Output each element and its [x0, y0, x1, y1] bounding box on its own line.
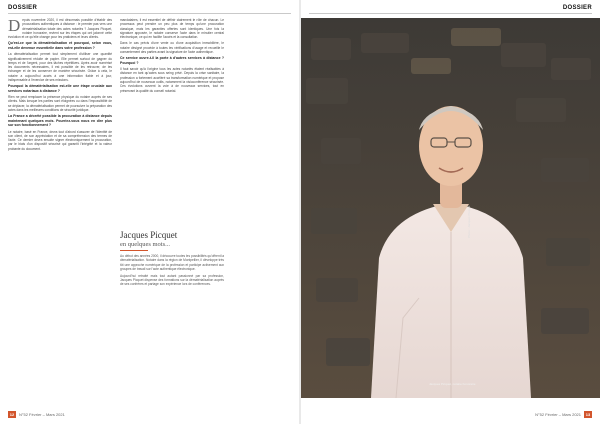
right-page: [301, 0, 600, 424]
question-4: Ce service ouvre-t-il la porte à d'autres services à distance ? Pourquoi ?: [120, 56, 224, 65]
bio-name: Jacques Picquet: [120, 230, 178, 240]
accent-rule: [120, 250, 148, 251]
page-footer: [8, 411, 65, 418]
issue-label: N°52 Février – Mars 2021: [19, 412, 65, 417]
answer-3-end: Dans le cas précis d'une vente ou d'une acquisition immobilière, le notaire désigné procède à toutes les vérifications d'usage et recueille le consentement des parties avant la signature de l'acte authentique.: [120, 41, 224, 55]
rubric-divider: [309, 13, 592, 14]
bio-paragraph-2: Aujourd'hui retraité mais tout autant passionné par sa profession, Jacques Picquet dispense des formations sur la dématérialisation auprès de ses confrères et partage son expérience lors de conférences.: [120, 273, 224, 287]
question-2: Pourquoi la dématérialisation est-elle une étape cruciale aux services notariaux à distance ?: [8, 84, 112, 93]
answer-3: Le notaire, basé en France, devra tout d'abord s'assurer de l'identité de son client, de son appréciation et de sa compréhension des termes de l'acte. Ce dernier devra ensuite signer électroniquement la procuration, par le biais d'un dispositif sécurisé qui garantit l'intégrité et la valeur probante du document.: [8, 129, 112, 151]
answer-4: Il faut savoir qu'à l'origine tous les actes notariés étaient réalisables à distance en tant qu'actes sous seing privé. Depuis la crise sanitaire, la profession a fortement accéléré sa transformation numérique et propose aujourd'hui de nouveaux outils, notamment la visioconférence sécurisée. Ces évolutions ouvrent la voie à de nouveaux services, tout en préservant la qualité du conseil notarial.: [120, 67, 224, 93]
question-3: La France a décrété possible la procuration à distance depuis maintenant quelques mois. Pourriez-vous nous en dire plus sur son fonctionnement ?: [8, 114, 112, 128]
section-rubric: DOSSIER: [562, 5, 592, 11]
answer-1: La dématérialisation permet tout simplement d'utiliser une quantité significativement réduite de papier. Elle permet surtout de gagner du temps et de l'argent, pour des tâches répétitives. Après avoir numérisé les documents nécessaires, il est possible de les retrouver, de les échanger et de les conserver de manière sécurisée. Grâce à cela, le notaire a aujourd'hui accès à une information fiable et à jour, indispensable à l'exercice de ses missions.: [8, 52, 112, 83]
photo-caption: Jacques Picquet, notaire honoraire: [429, 382, 476, 386]
page-footer: [535, 411, 592, 418]
article-column-2: [120, 18, 224, 95]
question-1: Qu'est-ce que la dématérialisation et pourquoi, selon vous, est-elle devenue essentielle dans votre profession ?: [8, 41, 112, 50]
drop-cap: D: [8, 16, 21, 35]
answer-2: Rien ne peut remplacer la présence physique du notaire auprès de ses clients. Mais lorsque les parties sont éloignées ou dans l'impossibilité de se déplacer, la dématérialisation permet de poursuivre la préparation des actes dans les meilleures conditions de sécurité juridique.: [8, 95, 112, 113]
bio-paragraph-1: Au début des années 2000, il découvre toutes les possibilités qu'offrent la dématérialisation. Notaire dans la région de Montpellier, il développe très tôt une approche numérique de la profession et participe activement aux groupes de travail sur l'acte authentique électronique.: [120, 254, 224, 272]
portrait-photo: [301, 18, 600, 398]
left-page: [0, 0, 299, 424]
page-number: 12: [9, 412, 15, 417]
article-column-1: [8, 18, 112, 153]
rubric-divider: [8, 13, 291, 14]
portrait-illustration: [301, 18, 600, 398]
section-rubric: DOSSIER: [8, 5, 38, 11]
page-number: 13: [585, 412, 591, 417]
photo-credit-vertical: Photo : Jacques Picquet: [467, 205, 471, 238]
answer-3-continued: mandataires, il est essentiel de définir clairement le rôle de chacun. Le processus peut prendre un peu plus de temps qu'une procuration classique, mais les garanties offertes sont identiques. Une fois la signature apposée, le notaire conserve l'acte dans le minutier central électronique, ce qui en facilite l'accès et la consultation.: [120, 18, 224, 40]
issue-label: N°52 Février – Mars 2021: [535, 412, 581, 417]
intro-paragraph: D epuis novembre 2020, il est désormais possible d'établir des procurations authentiques à distance : le premier pas vers une dématérialisation totale des actes notariés ? Jacques Picquet, notaire honoraire, revient sur les étapes qui ont jalonné cette évolution et ce qu'elle change pour les praticiens et leurs clients.: [8, 16, 112, 40]
bio-subtitle: en quelques mots...: [120, 241, 171, 248]
bio-box: [120, 230, 224, 289]
bio-text: [120, 254, 224, 287]
